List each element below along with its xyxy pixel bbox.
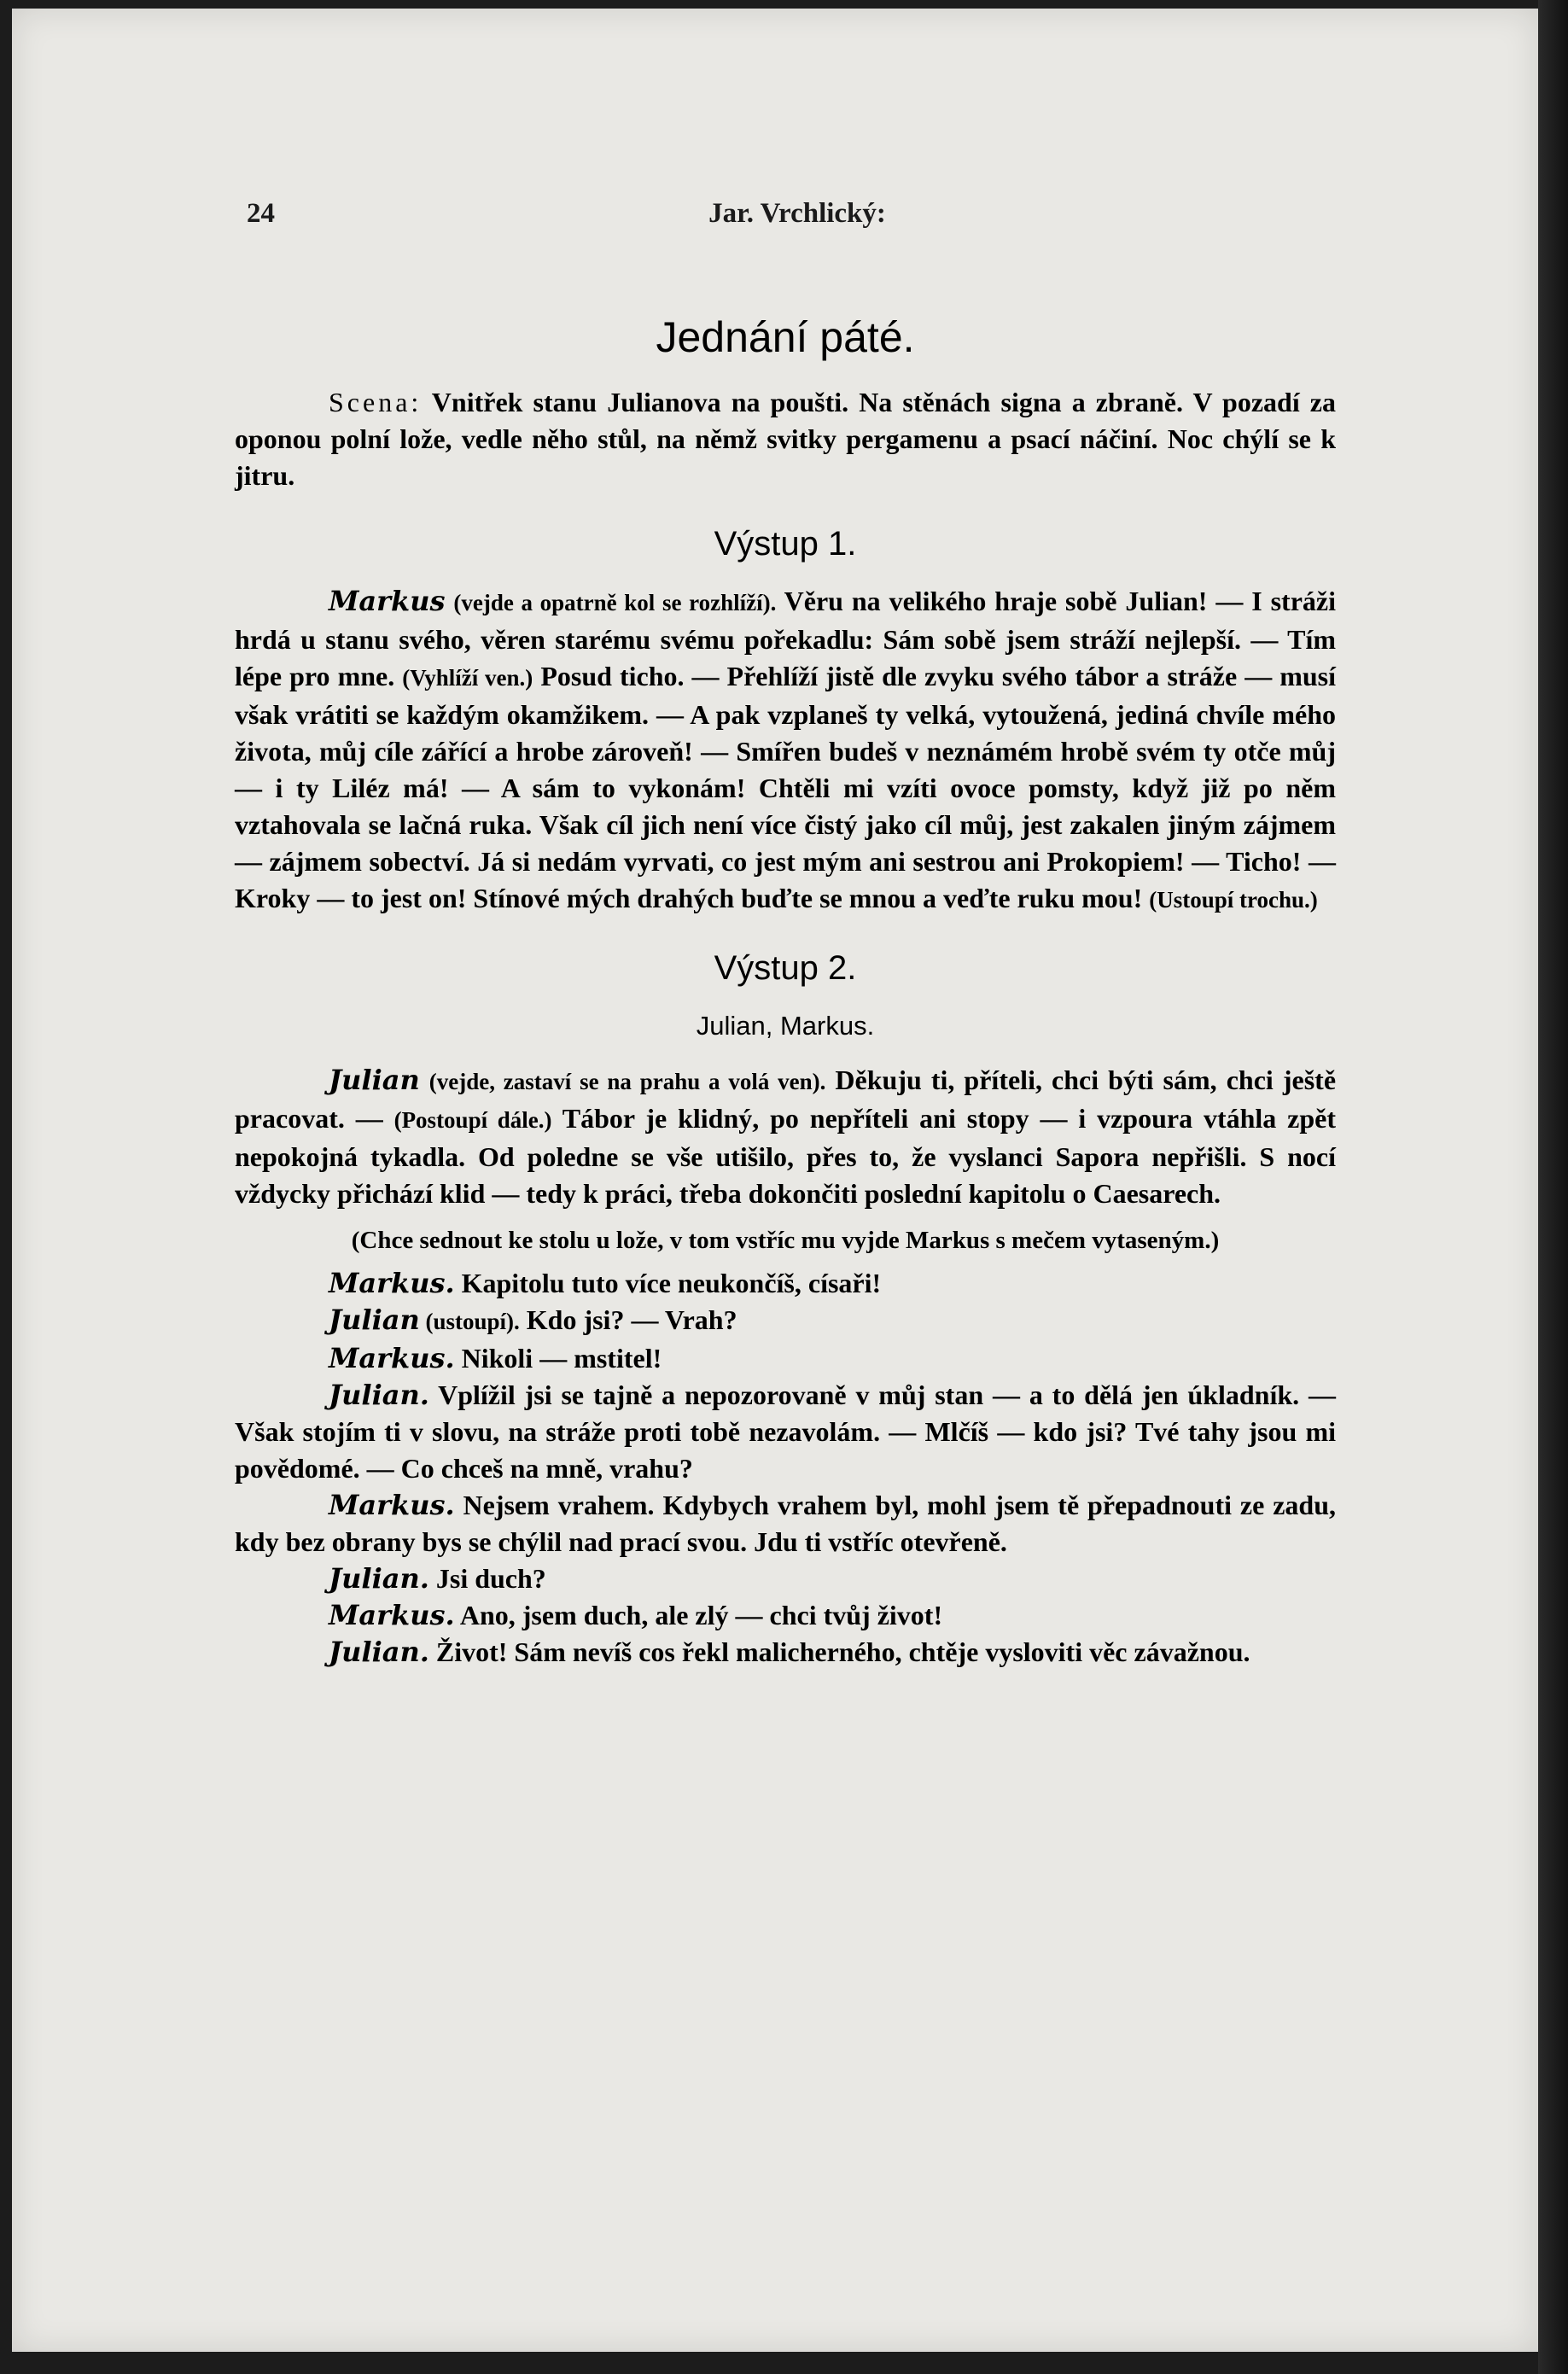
stage-direction: (ustoupí). xyxy=(419,1309,520,1334)
dialogue-line xyxy=(235,1487,1336,1560)
stage-direction-block: (Chce sednout ke stolu u lože, v tom vstříc mu vyjde Markus s mečem vytaseným.) xyxy=(351,1227,1220,1254)
speaker-name: Markus. xyxy=(329,1267,455,1299)
line-text: Jsi duch? xyxy=(428,1563,546,1594)
speaker-name: Julian. xyxy=(329,1636,429,1668)
dialogue-line xyxy=(235,1302,1336,1340)
speech-text: Věru na velikého hraje sobě Julian! — I stráži hrdá u stanu svého, věren starému svému pořekadlu: Sám sobě jsem stráží nejlepší. — Tím lépe pro mne. xyxy=(235,586,1336,691)
speech-text: Posud ticho. — Přehlíží jistě dle zvyku svého tábor a stráže — musí však vrátiti se každým okamžikem. — A pak vzplaneš ty velká, vytoužená, jediná chvíle mého života, můj cíle zářící a hrobe zároveň! — Smířen budeš v neznámém hrobě svém ty otče můj — i ty Liléz má! — A sám to vykonám! Chtěli mi vzíti ovoce pomsty, když již po něm vztahovala se lačná ruka. Však cíl jich není více čistý jako cíl můj, jest zakalen jiným zájmem — zájmem sobectví. Já si nedám vyrvati, co jest mým ani sestrou ani Prokopiem! — Ticho! — Kroky — to jest on! Stínové mých drahých buďte se mnou a veďte ruku mou! xyxy=(235,661,1337,913)
scene-2-speech xyxy=(235,1062,1336,1212)
scan-edge xyxy=(1538,0,1568,2374)
stage-direction: (Ustoupí trochu.) xyxy=(1149,887,1318,913)
scene-label: Scena: xyxy=(329,387,423,417)
line-text: Nikoli — mstitel! xyxy=(454,1343,662,1374)
speaker-name: Markus. xyxy=(329,1599,455,1631)
speaker-name: Julian xyxy=(329,1064,420,1096)
cast-list: Julian, Markus. xyxy=(696,1011,875,1041)
act-title: Jednání páté. xyxy=(656,313,915,361)
dialogue-line xyxy=(235,1265,1336,1302)
dialogue-line xyxy=(235,1634,1336,1671)
stage-direction: (Vyhlíží ven.) xyxy=(402,665,533,691)
line-text: Vplížil jsi se tajně a nepozorovaně v můj stan — a to dělá jen úkladník. — Však stojím ti v slovu, na stráže proti tobě nezavolám. — Mlčíš — kdo jsi? Tvé tahy jsou mi povědomé. — Co chceš na mně, vrahu? xyxy=(235,1379,1336,1484)
speaker-name: Julian. xyxy=(329,1379,429,1411)
speaker-name: Markus xyxy=(329,585,446,617)
scene-setting-text: Vnitřek stanu Julianova na poušti. Na stěnách signa a zbraně. V pozadí za oponou polní lože, vedle něho stůl, na němž svitky pergamenu a psací náčiní. Noc chýlí se k jitru. xyxy=(235,387,1337,491)
scene-2-title: Výstup 2. xyxy=(714,949,857,987)
scene-setting xyxy=(235,384,1336,494)
page-number: 24 xyxy=(247,198,275,229)
stage-direction: (vejde a opatrně kol se rozhlíží). xyxy=(453,590,777,615)
line-text: Nejsem vrahem. Kdybych vrahem byl, mohl jsem tě přepadnouti ze zadu, kdy bez obrany bys se chýlil nad prací svou. Jdu ti vstříc otevřeně. xyxy=(235,1490,1336,1557)
line-text: Kdo jsi? — Vrah? xyxy=(519,1304,737,1335)
speaker-name: Julian xyxy=(329,1304,420,1336)
speech-text: Děkuju ti, příteli, chci býti sám, chci ještě pracovat. — xyxy=(235,1065,1337,1134)
dialogue-line xyxy=(235,1560,1336,1597)
stage-direction: (Postoupí dále.) xyxy=(393,1107,552,1133)
stage-direction: (vejde, zastaví se na prahu a volá ven). xyxy=(428,1069,826,1094)
dialogue-line xyxy=(235,1597,1336,1634)
scene-1-title: Výstup 1. xyxy=(714,525,857,563)
line-text: Život! Sám nevíš cos řekl malicherného, chtěje vysloviti věc závažnou. xyxy=(428,1636,1250,1667)
speaker-name: Markus. xyxy=(329,1489,455,1521)
speaker-name: Markus. xyxy=(329,1342,455,1374)
dialogue-line xyxy=(235,1340,1336,1377)
page-body xyxy=(235,307,1336,1671)
running-head-author: Jar. Vrchlický: xyxy=(708,198,886,229)
line-text: Ano, jsem duch, ale zlý — chci tvůj život! xyxy=(454,1600,943,1630)
line-text: Kapitolu tuto více neukončíš, císaři! xyxy=(454,1268,882,1298)
speaker-name: Julian. xyxy=(329,1562,429,1595)
scene-1-speech xyxy=(235,583,1336,919)
running-header xyxy=(247,198,1348,241)
dialogue-line xyxy=(235,1377,1336,1487)
speech-text: Tábor je klidný, po nepříteli ani stopy — i vzpoura vtáhla zpět nepokojná tykadla. Od poledne se vše utišilo, přes to, že vyslanci Sapora nepřišli. S nocí vždycky přichází klid — tedy k práci, třeba dokončiti poslední kapitolu o Caesarech. xyxy=(235,1103,1336,1209)
